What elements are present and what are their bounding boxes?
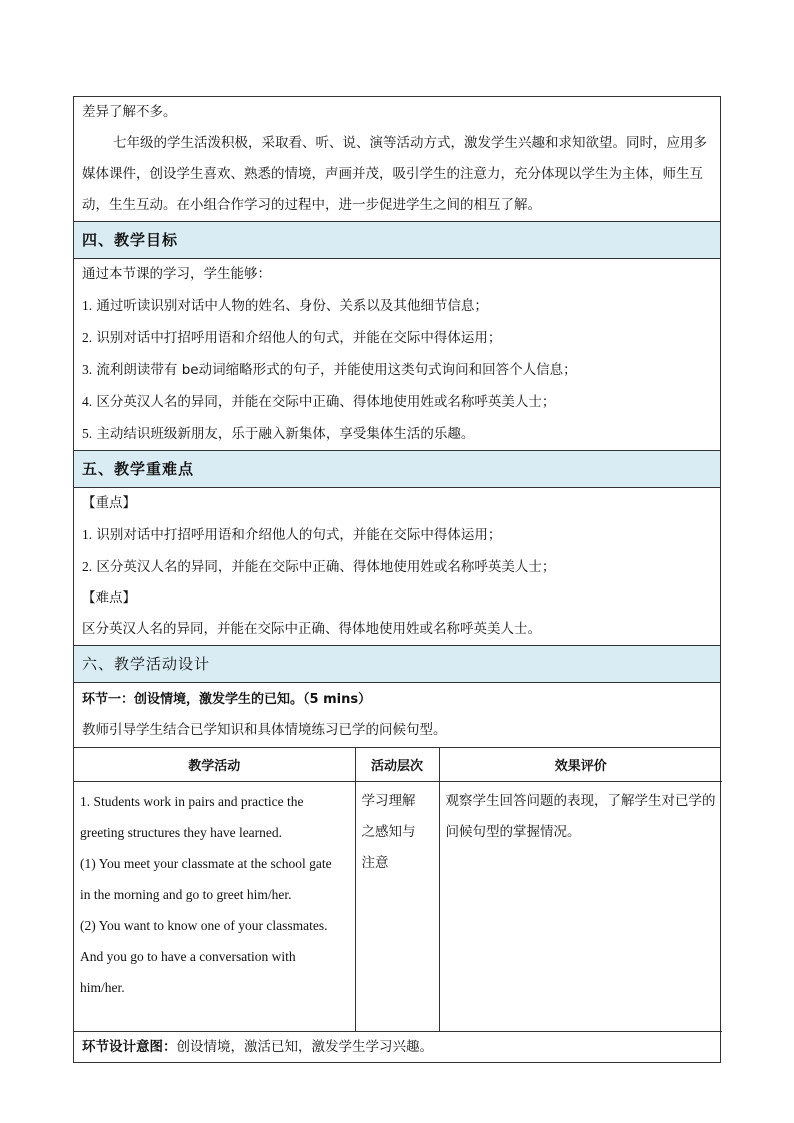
objective-item: 1. 通过听读识别对话中人物的姓名、身份、关系以及其他细节信息； <box>82 298 488 314</box>
section-heading-activities: 六、教学活动设计 <box>74 646 720 683</box>
key-label: 【重点】 <box>82 495 136 511</box>
activity-cell: 1. Students work in pairs and practice the greeting structures they have learned. (1) You meet your classmate at the school gate in the morning and go to greet him/her. (2) You want to know one of your classmates. And you go to have a conversation with him/her. <box>74 781 355 1031</box>
stage-row <box>74 683 720 748</box>
stage-description: 教师引导学生结合已学知识和具体情境练习已学的问候句型。 <box>82 722 447 738</box>
stage-title: 环节一：创设情境，激发学生的已知。（5 mins） <box>82 692 372 707</box>
activity-table-header <box>74 748 722 781</box>
table-row <box>74 781 722 1031</box>
key-item: 2. 区分英汉人名的异同，并能在交际中正确、得体地使用姓或名称呼英美人士； <box>82 559 556 575</box>
objective-item: 4. 区分英汉人名的异同，并能在交际中正确、得体地使用姓或名称呼英美人士； <box>82 394 556 410</box>
objectives-lead: 通过本节课的学习，学生能够： <box>82 266 271 282</box>
difficulty-text: 区分英汉人名的异同，并能在交际中正确、得体地使用姓或名称呼英美人士。 <box>82 621 541 637</box>
design-purpose-text: 创设情境，激活已知，激发学生学习兴趣。 <box>176 1038 433 1055</box>
objective-item: 5. 主动结识班级新朋友，乐于融入新集体，享受集体生活的乐趣。 <box>82 426 475 442</box>
section-heading-objectives: 四、教学目标 <box>74 222 720 259</box>
objective-item: 3. 流利朗读带有 be动词缩略形式的句子，并能使用这类句式询问和回答个人信息； <box>82 362 577 378</box>
intro-line: 差异了解不多。 <box>82 104 177 120</box>
activity-level-cell: 学习理解 之感知与 注意 <box>355 781 439 1031</box>
objective-item: 2. 识别对话中打招呼用语和介绍他人的句式，并能在交际中得体运用； <box>82 330 502 346</box>
objectives-row <box>74 259 720 451</box>
intro-paragraph: 七年级的学生活泼积极，采取看、听、说、演等活动方式，激发学生兴趣和求知欲望。同时，应用多媒体课件，创设学生喜欢、熟悉的情境，声画并茂，吸引学生的注意力，充分体现以学生为主体，师生互动，生生互动。在小组合作学习的过程中，进一步促进学生之间的相互了解。 <box>82 135 708 213</box>
activity-table <box>74 748 722 1032</box>
key-item: 1. 识别对话中打招呼用语和介绍他人的句式，并能在交际中得体运用； <box>82 527 502 543</box>
key-points-row <box>74 488 720 646</box>
column-header: 活动层次 <box>355 748 439 781</box>
column-header: 教学活动 <box>74 748 355 781</box>
design-purpose-label: 环节设计意图： <box>82 1038 177 1055</box>
section-heading-key-points: 五、教学重难点 <box>74 451 720 488</box>
lesson-plan-table <box>73 96 721 1063</box>
column-header: 效果评价 <box>439 748 722 781</box>
difficulty-label: 【难点】 <box>82 590 136 606</box>
evaluation-cell: 观察学生回答问题的表现，了解学生对已学的问候句型的掌握情况。 <box>439 781 722 1031</box>
design-purpose-row <box>74 1032 720 1063</box>
intro-row <box>74 97 720 222</box>
